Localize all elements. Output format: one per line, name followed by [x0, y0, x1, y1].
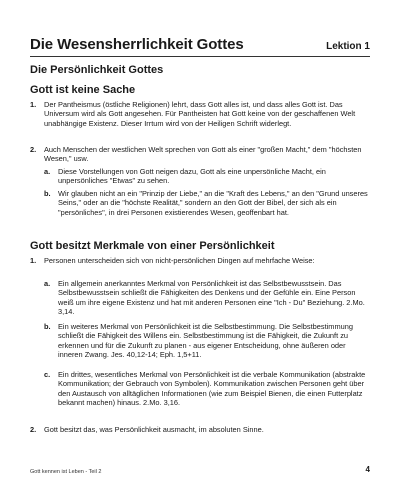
sub-item: [44, 167, 370, 186]
item-number: 2.: [30, 425, 37, 434]
sub-item-text: Ein weiteres Merkmal von Persönlichkeit ist die Selbstbestimmung. Die Selbstbestimmung schließt die Fähigkeit des Willens ein. Selbstbestimmung ist die Fähigkeit, die Zukunft zu erkennen und für die Zukunft zu planen - aus eigener Entscheidung, ohne äußeren oder inneren Zwang. Jes. 40,12-14; Eph. 1,5+11.: [58, 322, 353, 359]
section-title-keine-sache: Gott ist keine Sache: [30, 84, 136, 96]
footer-text: Gott kennen ist Leben - Teil 2: [30, 469, 102, 475]
item-text: Der Pantheismus (östliche Religionen) lehrt, dass Gott alles ist, und dass alles Gott ist. Das Universum wird als Gott angesehen. Für Pantheisten hat Gott keine von der geschaffenen Welt unabhängige Existenz. Dieser Irrtum wird von der Heiligen Schrift widerlegt.: [44, 100, 356, 128]
sub-item: [44, 189, 370, 217]
page-header: [30, 36, 370, 53]
header-rule: [30, 56, 370, 57]
list-item: [30, 425, 370, 434]
list-item: [30, 100, 370, 128]
sub-item-label: a.: [44, 279, 51, 288]
sub-item-label: b.: [44, 189, 51, 198]
sub-item: [44, 370, 370, 407]
sub-item-label: a.: [44, 167, 51, 176]
sub-item-text: Ein allgemein anerkanntes Merkmal von Persönlichkeit ist das Selbstbewusstsein. Das Selbstbewusstsein schließt die Fähigkeiten des Denkens und der Gefühle ein. Eine Person weiß um ihre eigene Existenz und hat mit anderen Personen eine "Ich - Du" Beziehung. 2.Mo. 3,14.: [58, 279, 365, 316]
section-title-merkmale: Gott besitzt Merkmale von einer Persönlichkeit: [30, 240, 275, 252]
sub-item-label: c.: [44, 370, 51, 379]
sub-item: [44, 322, 370, 359]
list-item: [30, 256, 370, 265]
sub-item-text: Wir glauben nicht an ein "Prinzip der Liebe," an die "Kraft des Lebens," an den "Grund unseres Seins," oder an die "höchste Realität," sondern an den Gott der Bibel, der sich als ein "persönliches", in drei Personen existierendes Wesen, geoffenbart hat.: [58, 189, 368, 217]
section-title-persoenlichkeit: Die Persönlichkeit Gottes: [30, 64, 164, 76]
item-text: Gott besitzt das, was Persönlichkeit ausmacht, im absoluten Sinne.: [44, 425, 264, 434]
document-title: Die Wesensherrlichkeit Gottes: [30, 36, 244, 53]
sub-item-text: Diese Vorstellungen von Gott neigen dazu, Gott als eine unpersönliche Macht, ein unpersönliches "Etwas" zu sehen.: [58, 167, 326, 186]
item-number: 1.: [30, 256, 37, 265]
item-text: Personen unterscheiden sich von nicht-persönlichen Dingen auf mehrfache Weise:: [44, 256, 315, 265]
sub-item-text: Ein drittes, wesentliches Merkmal von Persönlichkeit ist die verbale Kommunikation (abstrakte Kommunikation; der Gebrauch von Symbolen). Kommunikation zwischen Personen geht über den Austausch von alltäglichen Informationen (wie zum Beispiel Bienen, die einen Futterplatz bekannt machen) hinaus. 2.Mo. 3,16.: [58, 370, 366, 407]
lesson-label: Lektion 1: [326, 41, 370, 52]
sub-item-label: b.: [44, 322, 51, 331]
list-item: [30, 145, 370, 164]
item-number: 1.: [30, 100, 37, 109]
item-number: 2.: [30, 145, 37, 154]
item-text: Auch Menschen der westlichen Welt sprechen von Gott als einer "großen Macht," dem "höchsten Wesen," usw.: [44, 145, 362, 164]
page-number: 4: [365, 465, 370, 474]
sub-item: [44, 279, 370, 316]
